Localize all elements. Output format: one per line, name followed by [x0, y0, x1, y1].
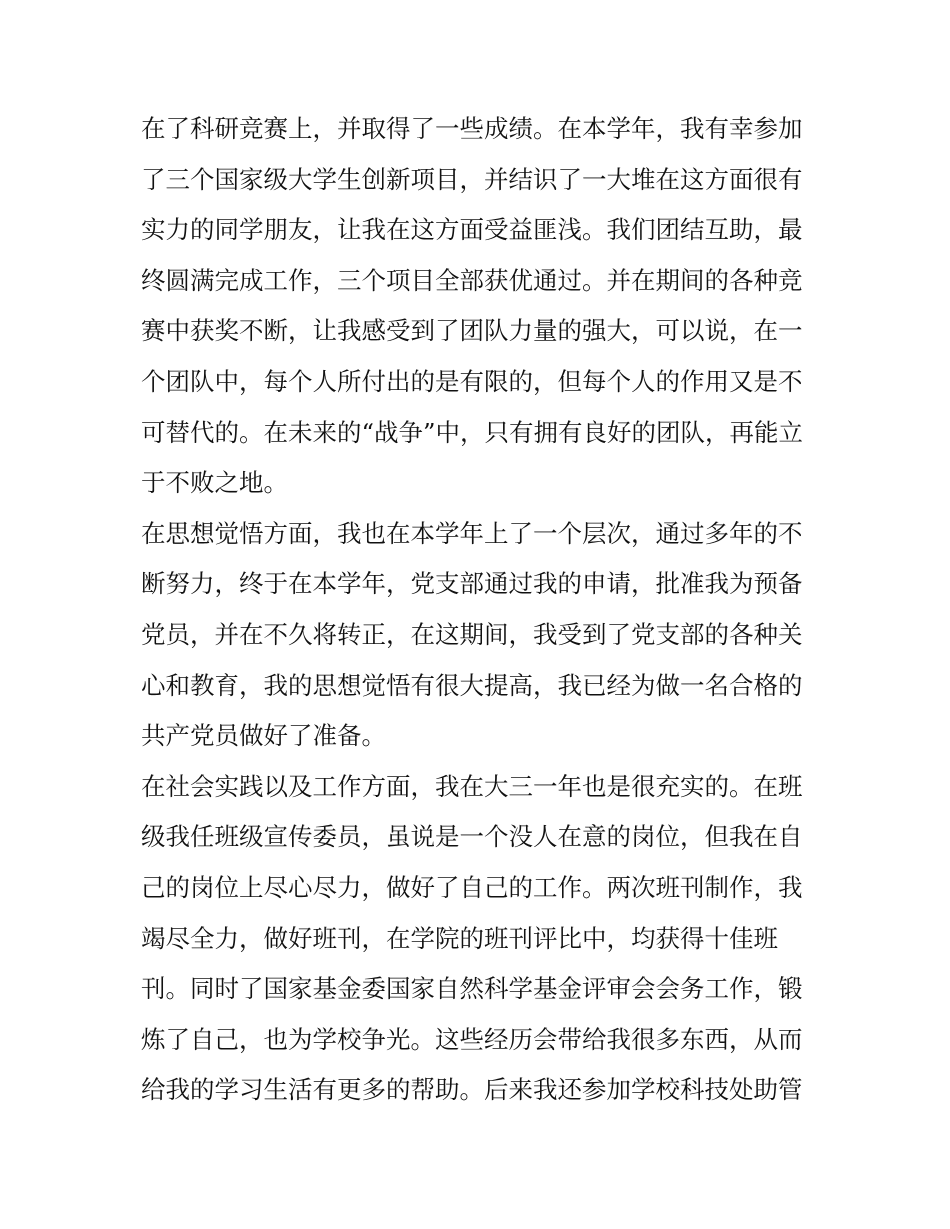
text-line: 赛中获奖不断，让我感受到了团队力量的强大，可以说，在一 [141, 316, 803, 346]
text-line: 断努力，终于在本学年，党支部通过我的申请，批准我为预备 [141, 569, 803, 599]
body-text [141, 104, 821, 1116]
text-line: 个团队中，每个人所付出的是有限的，但每个人的作用又是不 [141, 366, 803, 396]
text-line: 级我任班级宣传委员，虽说是一个没人在意的岗位，但我在自 [141, 822, 803, 852]
text-line: 竭尽全力，做好班刊，在学院的班刊评比中，均获得十佳班 [141, 923, 778, 953]
text-line: 终圆满完成工作，三个项目全部获优通过。并在期间的各种竞 [141, 265, 803, 295]
text-line: 党员，并在不久将转正，在这期间，我受到了党支部的各种关 [141, 619, 803, 649]
text-line: 了三个国家级大学生创新项目，并结识了一大堆在这方面很有 [141, 164, 803, 194]
text-line: 己的岗位上尽心尽力，做好了自己的工作。两次班刊制作，我 [141, 872, 803, 902]
text-line: 在社会实践以及工作方面，我在大三一年也是很充实的。在班 [141, 771, 803, 801]
text-line: 于不败之地。 [141, 468, 288, 498]
text-line: 心和教育，我的思想觉悟有很大提高，我已经为做一名合格的 [141, 670, 803, 700]
text-line: 炼了自己，也为学校争光。这些经历会带给我很多东西，从而 [141, 1024, 803, 1054]
text-line: 共产党员做好了准备。 [141, 721, 386, 751]
text-line: 刊。同时了国家基金委国家自然科学基金评审会会务工作，锻 [141, 974, 803, 1004]
text-line: 可替代的。在未来的“战争”中，只有拥有良好的团队，再能立 [141, 417, 804, 447]
text-line: 实力的同学朋友，让我在这方面受益匪浅。我们团结互助，最 [141, 215, 803, 245]
text-line: 在思想觉悟方面，我也在本学年上了一个层次，通过多年的不 [141, 518, 803, 548]
text-line: 给我的学习生活有更多的帮助。后来我还参加学校科技处助管 [141, 1075, 803, 1105]
text-line: 在了科研竞赛上，并取得了一些成绩。在本学年，我有幸参加 [141, 114, 803, 143]
